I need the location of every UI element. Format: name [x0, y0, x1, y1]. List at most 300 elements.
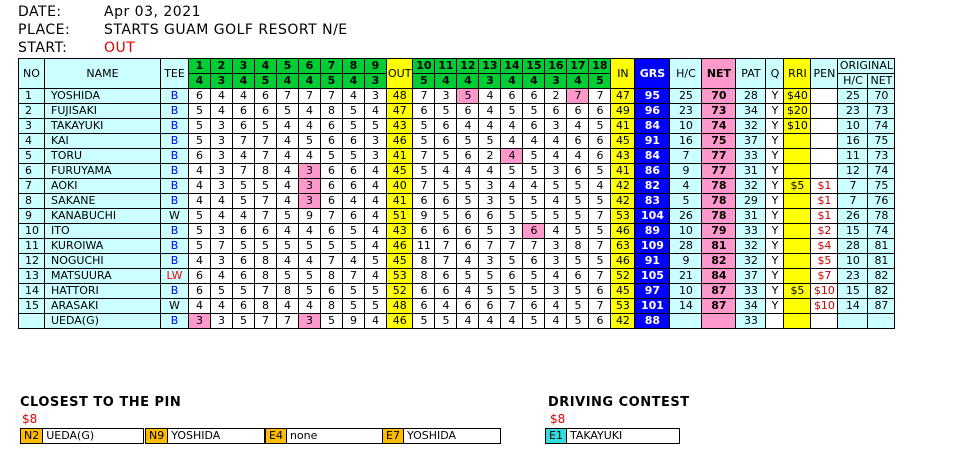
place-line: [18, 22, 348, 38]
original-net: 74: [868, 119, 895, 134]
hole-score: 4: [299, 149, 321, 164]
hole-score: 4: [277, 224, 299, 239]
hole-number: 8: [343, 59, 365, 74]
original-hc: 14: [838, 299, 868, 314]
original-net: 74: [868, 224, 895, 239]
player-name: HATTORI: [45, 284, 161, 299]
hole-score: 9: [413, 209, 435, 224]
player-tee: B: [161, 89, 189, 104]
hole-score: 4: [457, 164, 479, 179]
hole-score: 8: [255, 299, 277, 314]
par-value: 4: [233, 74, 255, 89]
hole-score: 3: [479, 179, 501, 194]
par-value: 5: [413, 74, 435, 89]
qualified: Y: [766, 104, 784, 119]
hole-score: 6: [457, 149, 479, 164]
penalty: $10: [811, 284, 838, 299]
gross-score: 96: [635, 104, 670, 119]
player-no: 1: [19, 89, 45, 104]
hole-score: 5: [457, 134, 479, 149]
start-value: OUT: [104, 40, 136, 56]
hole-score: 8: [255, 164, 277, 179]
winner-name: YOSHIDA: [406, 429, 457, 442]
hole-score: 5: [501, 284, 523, 299]
hole-score: 6: [343, 179, 365, 194]
rri-prize: [784, 314, 811, 329]
hole-score: 4: [277, 119, 299, 134]
hole-score: 5: [435, 104, 457, 119]
out-total: 52: [387, 284, 413, 299]
hole-score: 8: [255, 254, 277, 269]
out-total: 41: [387, 194, 413, 209]
in-total: 46: [611, 254, 635, 269]
original-net: 76: [868, 194, 895, 209]
hole-score: 5: [413, 134, 435, 149]
in-total: 41: [611, 119, 635, 134]
hole-score: 4: [523, 179, 545, 194]
hole-score: 7: [589, 299, 611, 314]
hole-score: 3: [211, 224, 233, 239]
rri-prize: $40: [784, 89, 811, 104]
net-score: 84: [702, 269, 736, 284]
hole-score: 5: [299, 239, 321, 254]
player-row: [19, 314, 895, 329]
hole-score: 5: [479, 134, 501, 149]
col-rri-header: RRI: [784, 59, 811, 89]
par-value: 4: [523, 74, 545, 89]
net-score: 77: [702, 149, 736, 164]
place-value: STARTS GUAM GOLF RESORT N/E: [104, 22, 348, 38]
penalty: [811, 119, 838, 134]
handicap: 23: [670, 104, 702, 119]
hole-score: 5: [589, 224, 611, 239]
penalty: $10: [811, 299, 838, 314]
original-hc: 12: [838, 164, 868, 179]
hole-score: 4: [435, 164, 457, 179]
par-value: 5: [255, 74, 277, 89]
original-net: 75: [868, 134, 895, 149]
hole-score: 5: [299, 134, 321, 149]
hole-score: 7: [589, 269, 611, 284]
gross-score: 101: [635, 299, 670, 314]
net-score: 77: [702, 164, 736, 179]
hole-score: 5: [501, 104, 523, 119]
hole-score: 4: [457, 314, 479, 329]
net-score: 74: [702, 119, 736, 134]
hole-score: 5: [457, 89, 479, 104]
hole-number: 14: [501, 59, 523, 74]
player-row: [19, 89, 895, 104]
gross-score: 82: [635, 179, 670, 194]
hole-score: 4: [277, 149, 299, 164]
gross-score: 84: [635, 119, 670, 134]
hole-number: 13: [479, 59, 501, 74]
net-score: 70: [702, 89, 736, 104]
col-in-header: IN: [611, 59, 635, 89]
hole-score: 3: [189, 314, 211, 329]
hole-score: 5: [435, 314, 457, 329]
closest-result: [20, 428, 144, 444]
hole-code: N2: [21, 429, 43, 443]
original-net: 81: [868, 254, 895, 269]
hole-number: 17: [567, 59, 589, 74]
rri-prize: $5: [784, 284, 811, 299]
hole-score: 4: [545, 194, 567, 209]
hole-score: 3: [211, 134, 233, 149]
hole-score: 3: [211, 119, 233, 134]
hole-number: 9: [365, 59, 387, 74]
rri-prize: [784, 194, 811, 209]
hole-score: 5: [299, 284, 321, 299]
hole-score: 5: [343, 299, 365, 314]
original-hc: 28: [838, 239, 868, 254]
hole-score: 4: [365, 179, 387, 194]
penalty: $1: [811, 209, 838, 224]
hole-score: 3: [211, 254, 233, 269]
par-value: 3: [479, 74, 501, 89]
player-name: TORU: [45, 149, 161, 164]
out-total: 45: [387, 164, 413, 179]
winner-name: TAKAYUKI: [569, 429, 623, 442]
date-label: DATE:: [18, 4, 62, 20]
hole-score: 5: [501, 164, 523, 179]
handicap: 5: [670, 194, 702, 209]
putts: 31: [736, 164, 766, 179]
penalty: [811, 164, 838, 179]
in-total: 42: [611, 314, 635, 329]
hole-score: 5: [589, 119, 611, 134]
hole-number: 2: [211, 59, 233, 74]
hole-score: 6: [589, 134, 611, 149]
hole-score: 5: [523, 209, 545, 224]
col-original-header: ORIGINAL: [839, 59, 894, 72]
hole-score: 4: [479, 314, 501, 329]
hole-score: 7: [255, 149, 277, 164]
rri-prize: [784, 299, 811, 314]
hole-number: 7: [321, 59, 343, 74]
hole-score: 3: [299, 314, 321, 329]
putts: 29: [736, 194, 766, 209]
original-hc: [838, 314, 868, 329]
qualified: Y: [766, 224, 784, 239]
in-total: 63: [611, 239, 635, 254]
hole-score: 4: [211, 104, 233, 119]
qualified: Y: [766, 134, 784, 149]
par-value: 5: [321, 74, 343, 89]
penalty: $1: [811, 194, 838, 209]
player-tee: B: [161, 224, 189, 239]
hole-score: 5: [523, 104, 545, 119]
handicap: [670, 314, 702, 329]
player-row: [19, 149, 895, 164]
net-score: 87: [702, 299, 736, 314]
gross-score: 88: [635, 314, 670, 329]
player-no: 11: [19, 239, 45, 254]
hole-score: 5: [365, 119, 387, 134]
hole-number: 16: [545, 59, 567, 74]
hole-score: 4: [479, 119, 501, 134]
putts: 33: [736, 314, 766, 329]
penalty: $2: [811, 224, 838, 239]
hole-score: 5: [567, 224, 589, 239]
player-tee: B: [161, 254, 189, 269]
hole-score: 8: [413, 254, 435, 269]
scorecard-body: [19, 59, 895, 329]
player-name: UEDA(G): [45, 314, 161, 329]
penalty: [811, 89, 838, 104]
hole-score: 5: [277, 209, 299, 224]
player-tee: B: [161, 194, 189, 209]
hole-score: 6: [457, 104, 479, 119]
hole-score: 7: [589, 239, 611, 254]
original-hc: 7: [838, 194, 868, 209]
original-net: 73: [868, 104, 895, 119]
hole-score: 3: [545, 284, 567, 299]
hole-score: 4: [435, 299, 457, 314]
closest-result: [265, 428, 383, 444]
qualified: Y: [766, 194, 784, 209]
original-hc: 23: [838, 104, 868, 119]
out-total: 41: [387, 149, 413, 164]
hole-score: 6: [189, 269, 211, 284]
hole-score: 6: [343, 164, 365, 179]
net-score: 78: [702, 194, 736, 209]
hole-score: 5: [189, 224, 211, 239]
closest-result: [145, 428, 265, 444]
hole-score: 7: [299, 89, 321, 104]
player-tee: B: [161, 314, 189, 329]
hole-score: 4: [479, 104, 501, 119]
hole-score: 7: [567, 89, 589, 104]
penalty: $7: [811, 269, 838, 284]
hole-score: 7: [501, 239, 523, 254]
col-net-header: NET: [702, 59, 736, 89]
hole-score: 4: [211, 89, 233, 104]
hole-score: 4: [189, 194, 211, 209]
hole-score: 4: [343, 89, 365, 104]
hole-score: 4: [501, 314, 523, 329]
hole-score: 5: [567, 299, 589, 314]
player-row: [19, 164, 895, 179]
hole-score: 8: [413, 269, 435, 284]
hole-score: 6: [233, 104, 255, 119]
player-no: 14: [19, 284, 45, 299]
putts: 33: [736, 284, 766, 299]
hole-score: 4: [277, 254, 299, 269]
hole-score: 4: [501, 149, 523, 164]
hole-score: 6: [567, 164, 589, 179]
rri-prize: [784, 239, 811, 254]
hole-score: 4: [567, 119, 589, 134]
hole-score: 8: [321, 269, 343, 284]
col-no-header: NO: [19, 59, 45, 89]
hole-score: 6: [189, 284, 211, 299]
penalty: [811, 149, 838, 164]
hole-code: E1: [546, 429, 567, 443]
net-score: 87: [702, 284, 736, 299]
hole-score: 4: [277, 194, 299, 209]
in-total: 42: [611, 194, 635, 209]
hole-score: 7: [343, 269, 365, 284]
par-value: 3: [365, 74, 387, 89]
out-total: 53: [387, 269, 413, 284]
putts: 34: [736, 299, 766, 314]
player-no: 5: [19, 149, 45, 164]
col-q-header: Q: [766, 59, 784, 89]
qualified: Y: [766, 284, 784, 299]
hole-score: 8: [277, 284, 299, 299]
hole-score: 7: [501, 299, 523, 314]
hole-score: 5: [233, 194, 255, 209]
rri-prize: [784, 269, 811, 284]
hole-score: 5: [589, 254, 611, 269]
player-no: 13: [19, 269, 45, 284]
handicap: 9: [670, 254, 702, 269]
gross-score: 109: [635, 239, 670, 254]
col-grs-header: GRS: [635, 59, 670, 89]
out-total: 43: [387, 119, 413, 134]
hole-score: 3: [545, 119, 567, 134]
hole-score: 6: [255, 224, 277, 239]
net-score: 78: [702, 209, 736, 224]
hole-score: 6: [567, 104, 589, 119]
hole-score: 3: [501, 224, 523, 239]
player-row: [19, 134, 895, 149]
original-hc: 23: [838, 269, 868, 284]
penalty: $1: [811, 179, 838, 194]
hole-score: 5: [523, 194, 545, 209]
hole-score: 5: [321, 149, 343, 164]
hole-score: 7: [523, 239, 545, 254]
hole-number: 3: [233, 59, 255, 74]
handicap: 14: [670, 299, 702, 314]
player-name: AOKI: [45, 179, 161, 194]
hole-score: 5: [277, 104, 299, 119]
start-label: START:: [18, 40, 68, 56]
hole-score: 3: [211, 164, 233, 179]
net-score: 75: [702, 134, 736, 149]
hole-score: 5: [567, 179, 589, 194]
qualified: Y: [766, 119, 784, 134]
header-row: [19, 59, 895, 74]
hole-score: 4: [189, 299, 211, 314]
player-tee: B: [161, 119, 189, 134]
hole-score: 6: [567, 134, 589, 149]
hole-score: 6: [321, 164, 343, 179]
par-value: 4: [277, 74, 299, 89]
hole-score: 4: [299, 299, 321, 314]
par-value: 4: [501, 74, 523, 89]
hole-score: 5: [567, 314, 589, 329]
rri-prize: [784, 149, 811, 164]
original-net: 82: [868, 269, 895, 284]
putts: 31: [736, 209, 766, 224]
out-total: 51: [387, 209, 413, 224]
hole-score: 5: [435, 209, 457, 224]
hole-score: 5: [365, 299, 387, 314]
col-hc-header: H/C: [670, 59, 702, 89]
player-row: [19, 299, 895, 314]
hole-score: 6: [233, 119, 255, 134]
qualified: Y: [766, 239, 784, 254]
hole-score: 5: [523, 149, 545, 164]
hole-score: 4: [299, 254, 321, 269]
player-no: 9: [19, 209, 45, 224]
par-value: 3: [211, 74, 233, 89]
winner-name: UEDA(G): [46, 429, 95, 442]
hole-score: 5: [523, 269, 545, 284]
hole-score: 5: [277, 269, 299, 284]
par-value: 4: [189, 74, 211, 89]
hole-score: 5: [435, 179, 457, 194]
hole-score: 4: [501, 119, 523, 134]
hole-score: 4: [523, 134, 545, 149]
hole-score: 4: [457, 284, 479, 299]
hole-score: 6: [435, 224, 457, 239]
hole-score: 4: [545, 149, 567, 164]
in-total: 49: [611, 104, 635, 119]
hole-score: 6: [479, 209, 501, 224]
hole-score: 7: [277, 89, 299, 104]
rri-prize: $10: [784, 119, 811, 134]
original-net: 73: [868, 149, 895, 164]
hole-score: 5: [457, 179, 479, 194]
hole-score: 5: [255, 179, 277, 194]
hole-score: 4: [457, 254, 479, 269]
rri-prize: [784, 254, 811, 269]
player-name: SAKANE: [45, 194, 161, 209]
hole-score: 11: [413, 239, 435, 254]
player-row: [19, 119, 895, 134]
player-tee: B: [161, 134, 189, 149]
hole-score: 6: [435, 119, 457, 134]
in-total: 47: [611, 89, 635, 104]
hole-score: 4: [299, 224, 321, 239]
handicap: 7: [670, 149, 702, 164]
hole-score: 6: [343, 209, 365, 224]
player-no: 10: [19, 224, 45, 239]
rri-prize: [784, 209, 811, 224]
player-name: NOGUCHI: [45, 254, 161, 269]
in-total: 41: [611, 164, 635, 179]
hole-score: 4: [365, 239, 387, 254]
in-total: 45: [611, 134, 635, 149]
hole-score: 3: [365, 149, 387, 164]
hole-score: 5: [457, 194, 479, 209]
closest-prize: $8: [22, 412, 38, 426]
player-tee: W: [161, 299, 189, 314]
col-tee-header: TEE: [161, 59, 189, 89]
hole-score: 7: [233, 134, 255, 149]
hole-number: 11: [435, 59, 457, 74]
hole-score: 4: [589, 179, 611, 194]
hole-score: 4: [545, 224, 567, 239]
hole-score: 5: [189, 134, 211, 149]
hole-score: 6: [321, 134, 343, 149]
hole-score: 6: [457, 299, 479, 314]
hole-score: 4: [211, 209, 233, 224]
hole-number: 18: [589, 59, 611, 74]
hole-score: 6: [589, 104, 611, 119]
player-row: [19, 194, 895, 209]
rri-prize: $5: [784, 179, 811, 194]
hole-score: 6: [413, 299, 435, 314]
hole-score: 7: [413, 149, 435, 164]
hole-score: 4: [545, 269, 567, 284]
handicap: 10: [670, 119, 702, 134]
hole-score: 5: [413, 164, 435, 179]
hole-score: 4: [343, 254, 365, 269]
